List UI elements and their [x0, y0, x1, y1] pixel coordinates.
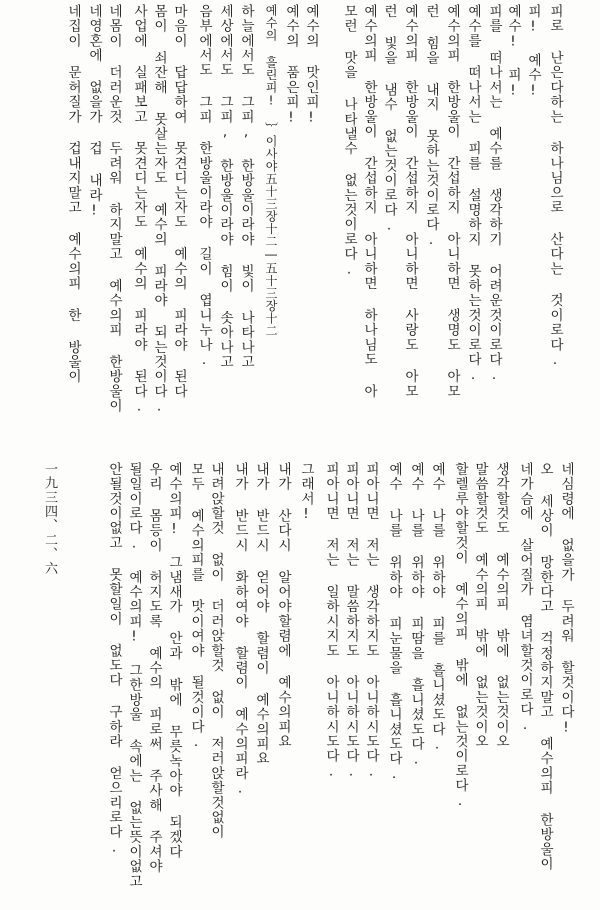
left-page-line-9: 예수 나를 위하야 피눈물을 흘니셨도다. [386, 462, 402, 784]
left-page-line-1: 네심령에 없을가 두려워 할것이다! [558, 462, 574, 737]
right-page-line-13: 예수의 품은피! [283, 4, 299, 127]
left-page-line-6: 할렐루야할것이 예수의피 밖에 없는것이로다. [452, 462, 468, 811]
left-page-line-22: 안될것이없고 못할일이 없도다 구하라 얻으리로다. [106, 462, 122, 857]
right-page-line-2: 피! 예수! [525, 4, 541, 100]
right-page-line-9: 런 빛을 냄수 없는것이로다. [381, 4, 397, 235]
right-page-line-8: 예수의피 한방울이 간섭하지 아니하면 사랑도 아모 [402, 4, 418, 399]
left-page-line-17: 내려앉할것 없이 더러앉할것 없이 저러앉할것없이 [208, 462, 224, 840]
left-page-line-18: 모두 예수의피를 맛이여야 될것이다. [188, 462, 204, 752]
right-page-line-4: 피를 떠나서는 예수를 생각하기 어려운것이로다. [486, 4, 502, 384]
right-page-line-3: 예수! 피! [505, 4, 521, 100]
left-page-line-15: 내가 반드시 얻어야 할렴이 예수의피요 [253, 462, 269, 766]
left-page-line-7: 예수 나를 위하야 피를 흘니셨도다. [429, 462, 445, 754]
right-page-line-12: 예수의 맛인피! [303, 4, 319, 127]
right-page-line-22: 네영혼에 없을가 겁 내라! [86, 4, 102, 220]
left-page-line-8: 예수 나를 위하야 피땀을 흘니셨도다. [408, 462, 424, 769]
left-page-line-10: 피아니면 저는 생각하지도 아니하시도다. [363, 462, 379, 781]
right-page-line-23: 네집이 문허질가 겁내지말고 예수의피 한 방울이 [65, 4, 81, 384]
left-page-line-2: 오 세상이 망한다고 걱정하지말고 예수의피 한방울이 [537, 462, 553, 872]
right-page-line-7: 런 힘을 내지 못하는것이로다. [423, 4, 439, 250]
right-page-line-11: 모런 맛을 나타낼수 없는것이로다. [341, 4, 357, 279]
right-page-line-5: 예수를 떠나서는 피를 설명하지 못하는것이로다. [465, 4, 481, 384]
left-page-line-5: 말씀할것도 예수의피 밖에 없는것이오 [472, 462, 488, 749]
left-page-line-12: 피아니면 저는 일하시지도 아니하시도다. [323, 462, 339, 781]
left-page-line-14: 내가 산다시 알어야할렴에 예수의피요 [275, 462, 291, 749]
left-page-line-23: 一九三四、二、六 [42, 462, 57, 576]
left-page-line-13: 그래서! [298, 462, 314, 524]
right-page-line-17: 음부에서도 그피 한방울이라야 길이 엽니누나. [196, 4, 212, 370]
left-page-line-4: 생각할것도 예수의피 밖에 없는것이오 [493, 462, 509, 749]
right-page-line-6: 예수의피 한방울이 간섭하지 아니하면 생명도 아모 [444, 4, 460, 399]
right-page-line-15: 하늘에서도 그피, 한방울이라야 빛이 나타나고 [238, 4, 254, 370]
left-page-line-16: 내가 반드시 화하여야 할렴이 예수의피라. [232, 462, 248, 798]
right-page-line-10: 예수의피 한방울이 간섭하지 아니하면 하나님도 아 [361, 4, 377, 399]
right-page-line-19: 몸이 쇠잔해 못살는자도 예수의 피라야 되는것이다. [151, 4, 167, 416]
left-page-line-20: 우리 몸등이 허지도록 예수의 피로써 주사해 주셔야 [146, 462, 162, 874]
right-page-line-16: 세상에서도 그피, 한방울이라야 힘이 솟아나고 [217, 4, 233, 370]
left-page-line-11: 피아니면 저는 말씀하지도 아니하시도다. [343, 462, 359, 781]
left-page-line-19: 예수의피! 그냄새가 안과 밖에 무릇녹아야 되겠다 [166, 462, 182, 860]
right-page-line-18: 마음이 답답하여 못견디는자도 예수의 피라야 된다 [171, 4, 187, 399]
right-page-line-1: 피로 난은다하는 하나님으로 산다는 것이로다. [547, 4, 563, 370]
left-page-line-3: 네가슴에 살어질가 염녀할것이로다. [517, 462, 533, 735]
right-page-line-14: 예수의 흘린피! ｝이사야五十三장十二―五十三장十二 [264, 4, 278, 337]
left-page-line-21: 될일이로다. 예수의피! 그한방울 속에는 없는뜻이없고 [126, 462, 142, 889]
right-page-line-21: 네몸이 더러운것 두려워 하지말고 예수의피 한방울이 [106, 4, 122, 414]
right-page-line-20: 사업에 실패보고 못견디는자도 예수의 피라야 된다. [131, 4, 147, 416]
